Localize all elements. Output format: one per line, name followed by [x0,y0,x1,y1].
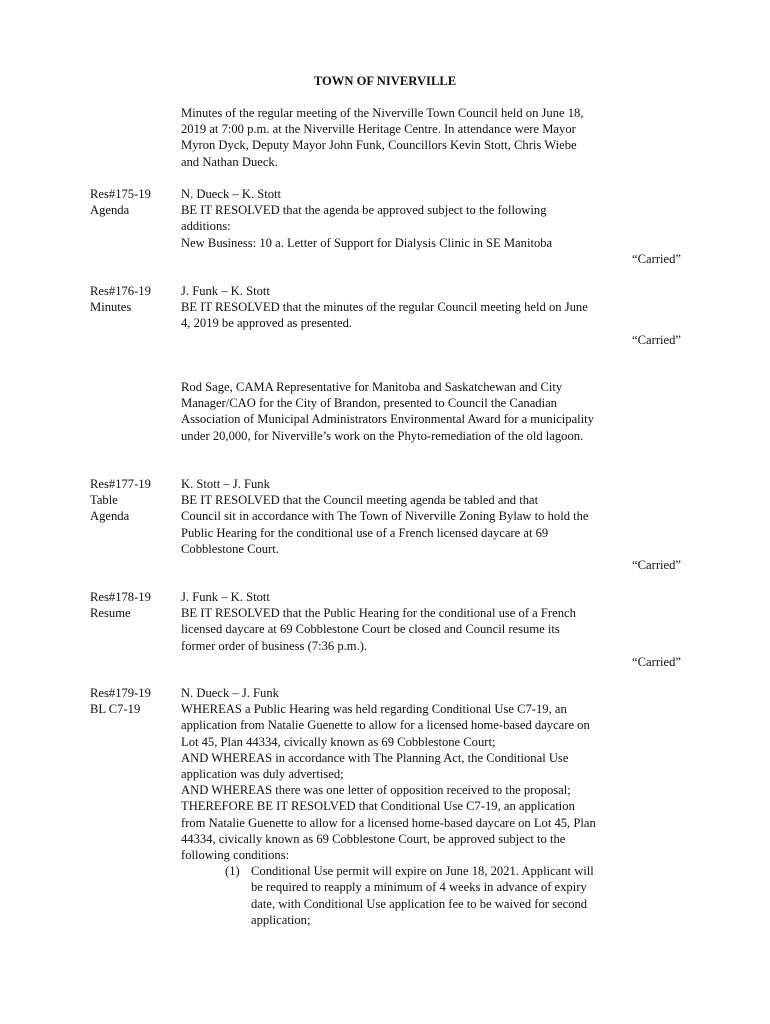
carried-label: “Carried” [632,251,681,266]
carried-label: “Carried” [632,332,681,347]
movers: N. Dueck – K. Stott [181,187,282,201]
resolution-text: BE IT RESOLVED that the agenda be approved subject to the following [181,203,547,218]
resolution-body [181,476,681,573]
resolution-label [90,186,178,218]
presentation-line: Rod Sage, CAMA Representative for Manitoba and Saskatchewan and City [181,380,563,394]
resolution-topic: Minutes [90,300,132,315]
resolution-number: Res#177-19 [90,477,151,491]
resolution-text: licensed daycare at 69 Cobblestone Court be closed and Council resume its [181,622,560,637]
resolution-text: New Business: 10 a. Letter of Support for Dialysis Clinic in SE Manitoba [181,235,553,250]
resolution-text: additions: [181,219,231,234]
presentation-line: Association of Municipal Administrators Environmental Award for a municipality [181,412,594,427]
intro-paragraph [181,105,676,170]
movers: K. Stott – J. Funk [181,477,270,491]
resolution-text: 44334, civically known as 69 Cobblestone Court, be approved subject to the [181,831,566,846]
presentation-paragraph [181,379,686,444]
resolution-topic: Resume [90,606,131,621]
condition-line: application; [251,912,311,927]
presentation-line: Manager/CAO for the City of Brandon, presented to Council the Canadian [181,396,557,411]
intro-line: Minutes of the regular meeting of the Niverville Town Council held on June 18, [181,106,584,120]
movers: J. Funk – K. Stott [181,590,270,604]
resolution-number: Res#179-19 [90,686,151,700]
resolution-number: Res#176-19 [90,284,151,298]
resolution-text: Public Hearing for the conditional use of a French licensed daycare at 69 [181,525,549,540]
resolution-body [181,589,681,670]
resolution-text: AND WHEREAS in accordance with The Planning Act, the Conditional Use [181,750,569,765]
resolution-text: WHEREAS a Public Hearing was held regarding Conditional Use C7-19, an [181,702,567,717]
resolution-label [90,685,178,717]
carried-label: “Carried” [632,558,681,573]
condition-line: date, with Conditional Use application fee to be waived for second [251,896,588,911]
carried-label: “Carried” [632,654,681,669]
resolution-topic: Table [90,493,118,508]
resolution-text: Council sit in accordance with The Town of Niverville Zoning Bylaw to hold the [181,509,589,524]
resolution-number: Res#175-19 [90,187,151,201]
intro-line: 2019 at 7:00 p.m. at the Niverville Heritage Centre. In attendance were Mayor [181,122,576,137]
resolution-text: BE IT RESOLVED that the Public Hearing for the conditional use of a French [181,606,576,621]
resolution-text: Cobblestone Court. [181,541,279,556]
resolution-text: THEREFORE BE IT RESOLVED that Conditional Use C7-19, an application [181,799,575,814]
resolution-text: from Natalie Guenette to allow for a licensed home-based daycare on Lot 45, Plan [181,815,596,830]
resolution-topic: Agenda [90,203,130,218]
intro-line: and Nathan Dueck. [181,154,278,169]
resolution-body [181,283,681,348]
resolution-body [181,685,681,928]
movers: N. Dueck – J. Funk [181,686,279,700]
condition-text [251,863,681,928]
resolution-label [90,283,178,315]
resolution-text: Lot 45, Plan 44334, civically known as 69 Cobblestone Court; [181,734,496,749]
resolution-topic: BL C7-19 [90,702,141,717]
presentation-line: under 20,000, for Niverville’s work on the Phyto-remediation of the old lagoon. [181,428,584,443]
resolution-text: application was duly advertised; [181,767,344,782]
resolution-text: AND WHEREAS there was one letter of opposition received to the proposal; [181,783,571,798]
condition-line: be required to reapply a minimum of 4 weeks in advance of expiry [251,880,587,895]
resolution-text: BE IT RESOLVED that the Council meeting agenda be tabled and that [181,493,539,508]
resolution-text: application from Natalie Guenette to allow for a licensed home-based daycare on [181,718,590,733]
condition-item [225,863,681,928]
resolution-text: BE IT RESOLVED that the minutes of the regular Council meeting held on June [181,300,588,315]
resolution-text: 4, 2019 be approved as presented. [181,316,353,331]
condition-line: Conditional Use permit will expire on June 18, 2021. Applicant will [251,864,594,879]
condition-number: (1) [225,864,240,879]
intro-line: Myron Dyck, Deputy Mayor John Funk, Councillors Kevin Stott, Chris Wiebe [181,138,577,153]
resolution-label [90,589,178,621]
resolution-label [90,476,178,525]
movers: J. Funk – K. Stott [181,284,270,298]
resolution-text: former order of business (7:36 p.m.). [181,638,368,653]
resolution-number: Res#178-19 [90,590,151,604]
resolution-text: following conditions: [181,848,290,863]
resolution-topic: Agenda [90,509,130,524]
page-title: TOWN OF NIVERVILLE [313,74,457,88]
resolution-body [181,186,681,267]
